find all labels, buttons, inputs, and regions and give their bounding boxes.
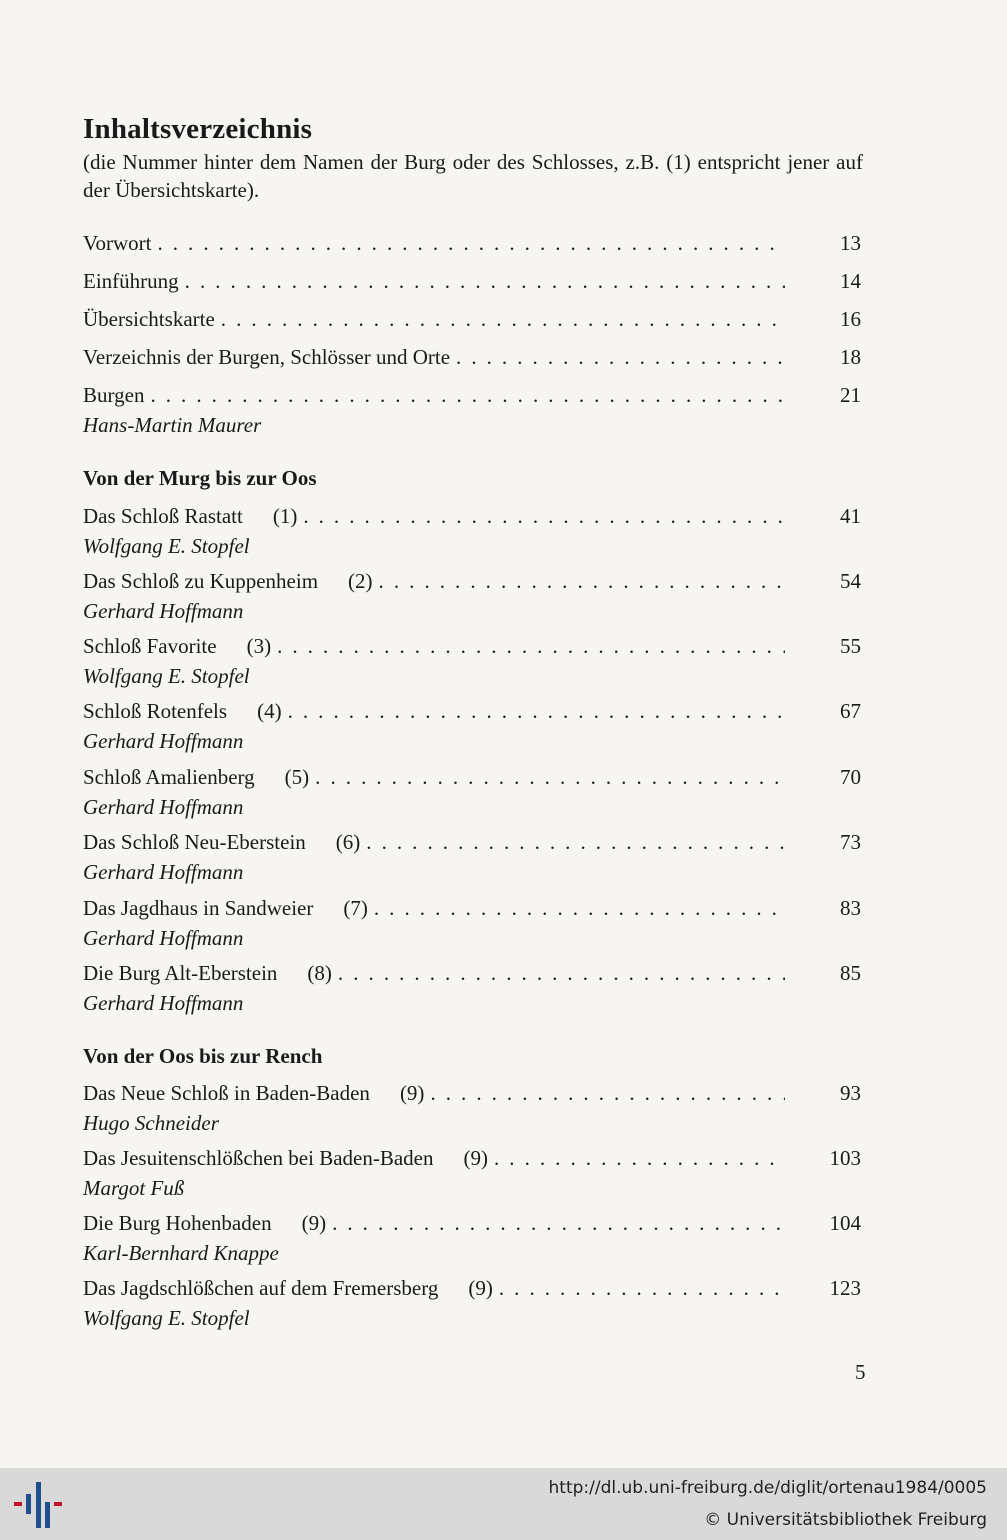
section-heading: Von der Oos bis zur Rench	[83, 1044, 323, 1068]
toc-entry	[83, 634, 861, 690]
toc-entry-title: Das Jesuitenschlößchen bei Baden-Baden	[83, 1146, 434, 1170]
toc-entry-page: 85	[840, 961, 861, 985]
toc-entry-title: Das Schloß Rastatt	[83, 504, 243, 528]
toc-entry-title: Schloß Rotenfels	[83, 699, 228, 723]
toc-entry	[83, 1276, 861, 1332]
leader-dots	[379, 569, 785, 594]
toc-entry-page: 103	[829, 1146, 861, 1170]
toc-entry	[83, 569, 861, 625]
toc-entry-einfuehrung	[83, 269, 861, 297]
toc-entry-title: Schloß Amalienberg	[83, 765, 255, 789]
map-number: (2)	[348, 569, 373, 593]
toc-entry	[83, 765, 861, 821]
leader-dots	[185, 269, 785, 294]
section-heading: Von der Murg bis zur Oos	[83, 466, 317, 490]
toc-entry-title: Schloß Favorite	[83, 634, 217, 658]
toc-entry-page: 67	[840, 699, 861, 723]
map-number: (9)	[399, 1081, 425, 1105]
toc-entry-author: Gerhard Hoffmann	[83, 991, 244, 1015]
map-number: (5)	[284, 765, 310, 789]
toc-entry	[83, 1211, 861, 1267]
toc-entry-author: Wolfgang E. Stopfel	[83, 1306, 250, 1330]
leader-dots	[303, 504, 785, 529]
toc-entry-vorwort	[83, 231, 861, 259]
toc-entry-author: Wolfgang E. Stopfel	[83, 664, 250, 688]
toc-entry-title: Das Neue Schloß in Baden-Baden	[83, 1081, 370, 1105]
document-url-link[interactable]: http://dl.ub.uni-freiburg.de/diglit/ortenau1984/0005	[548, 1478, 987, 1498]
leader-dots	[494, 1146, 785, 1171]
toc-entry	[83, 830, 861, 886]
toc-entry-author: Gerhard Hoffmann	[83, 599, 244, 623]
toc-entry-title: Burgen	[83, 383, 145, 407]
library-logo-icon	[14, 1480, 64, 1530]
leader-dots	[150, 383, 785, 408]
toc-entry-title: Vorwort	[83, 231, 152, 255]
map-number: (3)	[246, 634, 272, 658]
toc-entry-title: Die Burg Alt-Eberstein	[83, 961, 278, 985]
toc-entry-page: 123	[829, 1276, 861, 1300]
leader-dots	[288, 699, 785, 724]
toc-entry	[83, 699, 861, 755]
map-number: (9)	[463, 1146, 488, 1170]
toc-entry-page: 13	[840, 231, 861, 255]
toc-entry-page: 83	[840, 896, 861, 920]
leader-dots	[277, 634, 785, 659]
toc-entry-page: 14	[840, 269, 861, 293]
toc-entry-title: Einführung	[83, 269, 179, 293]
map-number: (6)	[335, 830, 361, 854]
toc-entry	[83, 1081, 861, 1137]
toc-entry	[83, 961, 861, 1017]
map-number: (7)	[343, 896, 368, 920]
leader-dots	[430, 1081, 785, 1106]
leader-dots	[332, 1211, 785, 1236]
toc-entry-author: Margot Fuß	[83, 1176, 185, 1200]
leader-dots	[366, 830, 785, 855]
leader-dots	[499, 1276, 785, 1301]
page-number: 5	[855, 1360, 866, 1384]
toc-entry-author: Gerhard Hoffmann	[83, 926, 244, 950]
leader-dots	[374, 896, 785, 921]
toc-entry-page: 54	[840, 569, 861, 593]
toc-entry-page: 41	[840, 504, 861, 528]
toc-entry-title: Die Burg Hohenbaden	[83, 1211, 272, 1235]
toc-entry-author: Karl-Bernhard Knappe	[83, 1241, 279, 1265]
toc-entry-page: 70	[840, 765, 861, 789]
toc-entry-title: Das Jagdhaus in Sandweier	[83, 896, 314, 920]
leader-dots	[315, 765, 785, 790]
intro-text: (die Nummer hinter dem Namen der Burg oder des Schlosses, z.B. (1) entspricht jener auf der Übersichtskarte).	[83, 150, 863, 202]
toc-entry-page: 16	[840, 307, 861, 331]
leader-dots	[157, 231, 785, 256]
map-number: (1)	[272, 504, 298, 528]
toc-entry-author: Hugo Schneider	[83, 1111, 219, 1135]
toc-entry-title: Übersichtskarte	[83, 307, 215, 331]
toc-entry-author: Hans-Martin Maurer	[83, 413, 262, 437]
toc-entry	[83, 896, 861, 952]
leader-dots	[221, 307, 785, 332]
toc-entry-page: 21	[840, 383, 861, 407]
toc-entry-burgen	[83, 383, 861, 439]
toc-entry-title: Das Schloß Neu-Eberstein	[83, 830, 306, 854]
toc-entry-page: 55	[840, 634, 861, 658]
toc-entry-author: Wolfgang E. Stopfel	[83, 534, 250, 558]
toc-entry-page: 73	[840, 830, 861, 854]
toc-entry-title: Verzeichnis der Burgen, Schlösser und Orte	[83, 345, 451, 369]
page-title: Inhaltsverzeichnis	[83, 113, 313, 145]
toc-entry-page: 104	[829, 1211, 861, 1235]
toc-entry-uebersichtskarte	[83, 307, 861, 335]
toc-entry-page: 18	[840, 345, 861, 369]
leader-dots	[456, 345, 785, 370]
toc-entry-author: Gerhard Hoffmann	[83, 795, 244, 819]
toc-entry	[83, 504, 861, 560]
map-number: (4)	[257, 699, 282, 723]
toc-entry-author: Gerhard Hoffmann	[83, 729, 244, 753]
leader-dots	[338, 961, 785, 986]
map-number: (9)	[468, 1276, 493, 1300]
toc-entry-page: 93	[840, 1081, 861, 1105]
toc-entry-title: Das Schloß zu Kuppenheim	[83, 569, 319, 593]
viewer-footer	[0, 1468, 1007, 1540]
toc-entry-verzeichnis	[83, 345, 861, 373]
map-number: (9)	[301, 1211, 327, 1235]
toc-entry	[83, 1146, 861, 1202]
toc-entry-title: Das Jagdschlößchen auf dem Fremersberg	[83, 1276, 439, 1300]
toc-entry-author: Gerhard Hoffmann	[83, 860, 244, 884]
map-number: (8)	[307, 961, 332, 985]
copyright-text: © Universitätsbibliothek Freiburg	[704, 1510, 987, 1530]
